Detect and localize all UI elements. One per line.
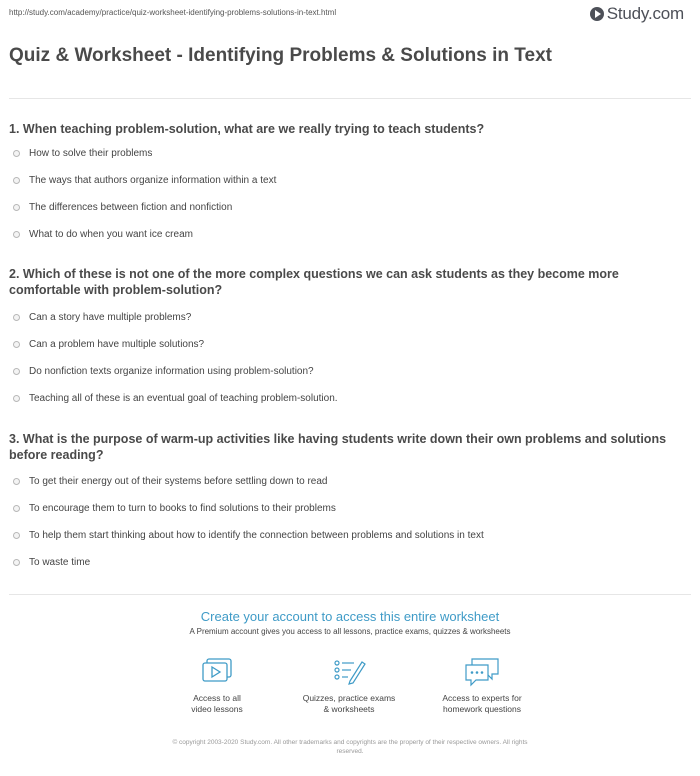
answer-label: To help them start thinking about how to identify the connection between problems and solutions in text — [29, 530, 484, 541]
radio-button[interactable] — [13, 478, 20, 485]
answer-2d[interactable] — [13, 393, 338, 404]
question-2: 2. Which of these is not one of the more complex questions we can ask students as they become more comfortable with problem-solution? — [9, 267, 619, 297]
feature-label-line2: video lessons — [191, 704, 243, 714]
feature-label-line1: Access to all — [193, 693, 241, 703]
answer-3b[interactable] — [13, 503, 336, 514]
radio-button[interactable] — [13, 505, 20, 512]
video-lessons-icon — [200, 657, 234, 687]
answer-1d[interactable] — [13, 229, 193, 240]
answer-3a[interactable] — [13, 476, 328, 487]
answer-2b[interactable] — [13, 339, 204, 350]
answer-1a[interactable] — [13, 148, 152, 159]
page-url: http://study.com/academy/practice/quiz-worksheet-identifying-problems-solutions-in-text.html — [9, 8, 337, 17]
question-1: 1. When teaching problem-solution, what are we really trying to teach students? — [9, 122, 485, 136]
answer-1c[interactable] — [13, 202, 232, 213]
title-divider — [9, 98, 691, 99]
logo-text: Study.com — [606, 4, 684, 23]
answer-label: To get their energy out of their systems before settling down to read — [29, 476, 328, 487]
answer-label: What to do when you want ice cream — [29, 229, 193, 240]
feature-label-line1: Access to experts for — [442, 693, 522, 703]
radio-button[interactable] — [13, 532, 20, 539]
radio-button[interactable] — [13, 231, 20, 238]
experts-chat-icon — [463, 657, 501, 687]
feature-label-line2: & worksheets — [323, 704, 375, 714]
answer-label: How to solve their problems — [29, 148, 153, 159]
feature-label-line2: homework questions — [443, 704, 521, 714]
cta-divider — [9, 594, 691, 595]
radio-button[interactable] — [13, 177, 20, 184]
answer-label: To waste time — [29, 557, 91, 568]
answer-label: To encourage them to turn to books to find solutions to their problems — [29, 503, 336, 514]
quizzes-icon — [332, 657, 366, 687]
study-logo[interactable] — [590, 4, 684, 24]
copyright-line1: © copyright 2003-2020 Study.com. All other trademarks and copyrights are the property of their respective owners. All rights — [172, 739, 528, 746]
page-title: Quiz & Worksheet - Identifying Problems & Solutions in Text — [9, 45, 552, 66]
radio-button[interactable] — [13, 395, 20, 402]
copyright — [130, 738, 570, 756]
feature-quizzes — [284, 657, 414, 715]
question-3: 3. What is the purpose of warm-up activities like having students write down their own problems and solutions before reading? — [9, 432, 667, 462]
answer-3d[interactable] — [13, 557, 90, 568]
feature-label-line1: Quizzes, practice exams — [302, 693, 396, 703]
answer-label: The ways that authors organize information within a text — [29, 175, 277, 186]
radio-button[interactable] — [13, 314, 20, 321]
radio-button[interactable] — [13, 341, 20, 348]
radio-button[interactable] — [13, 368, 20, 375]
answer-label: Can a story have multiple problems? — [29, 312, 192, 323]
feature-experts — [417, 657, 547, 715]
radio-button[interactable] — [13, 150, 20, 157]
cta-title[interactable]: Create your account to access this entire worksheet — [200, 609, 500, 624]
answer-label: Teaching all of these is an eventual goal of teaching problem-solution. — [29, 393, 338, 404]
answer-1b[interactable] — [13, 175, 276, 186]
play-logo-icon — [590, 7, 604, 21]
answer-2a[interactable] — [13, 312, 191, 323]
answer-label: Do nonfiction texts organize information using problem-solution? — [29, 366, 314, 377]
cta-subtitle: A Premium account gives you access to all lessons, practice exams, quizzes & worksheets — [189, 627, 511, 636]
answer-2c[interactable] — [13, 366, 314, 377]
radio-button[interactable] — [13, 204, 20, 211]
answer-label: The differences between fiction and nonfiction — [29, 202, 233, 213]
answer-3c[interactable] — [13, 530, 484, 541]
radio-button[interactable] — [13, 559, 20, 566]
answer-label: Can a problem have multiple solutions? — [29, 339, 205, 350]
feature-video-lessons — [152, 657, 282, 715]
copyright-line2: reserved. — [336, 748, 364, 755]
